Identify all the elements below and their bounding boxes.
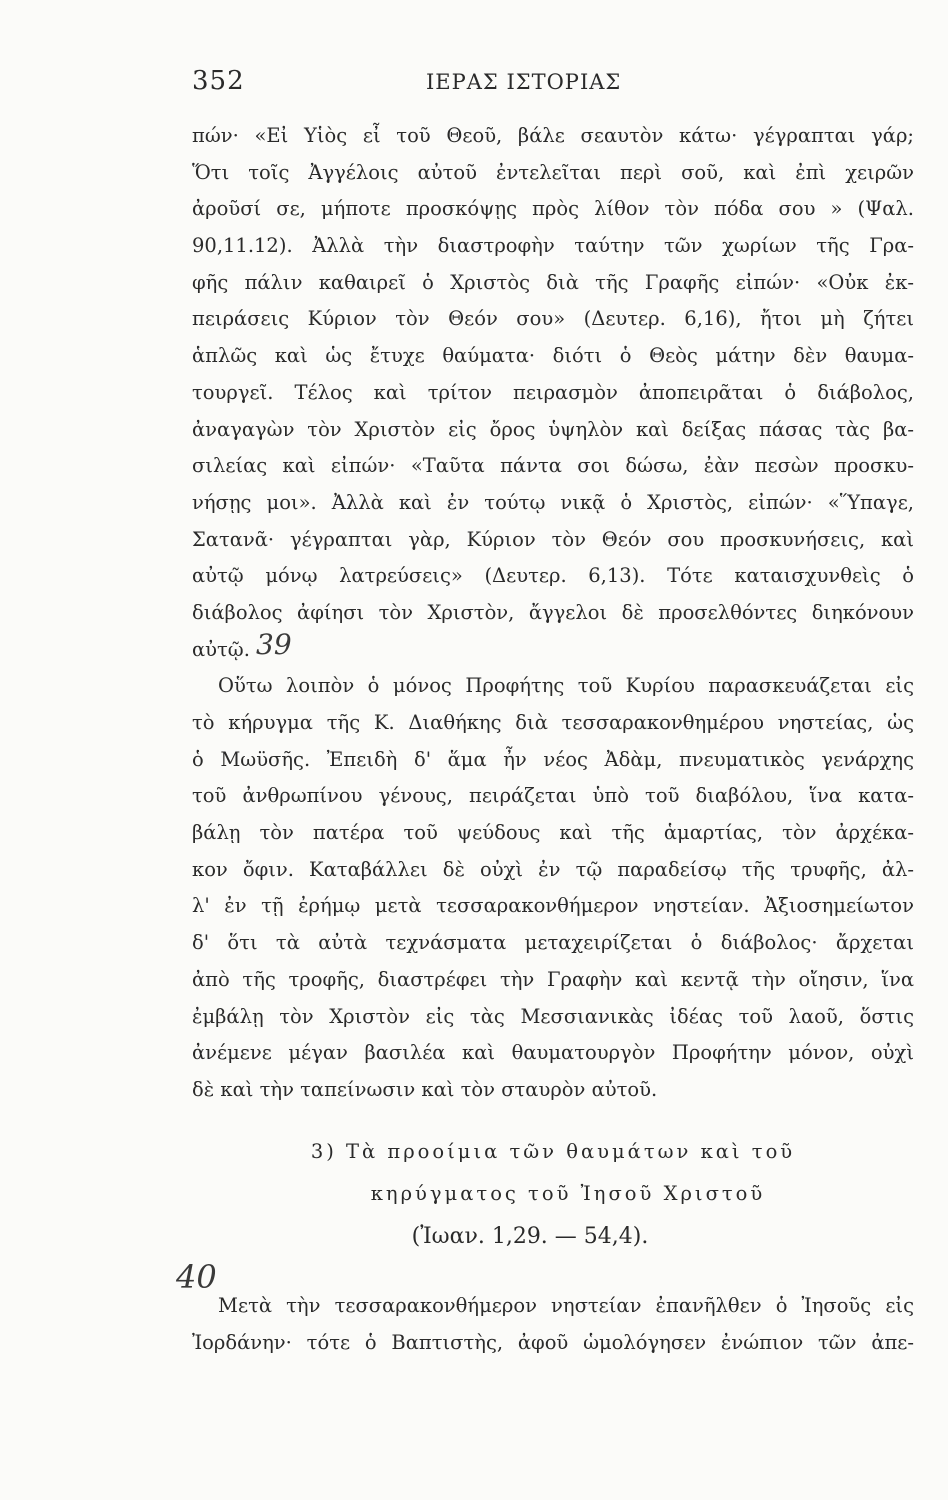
text-line: δ' ὅτι τὰ αὐτὰ τεχνάσματα μεταχειρίζεται ὁ διάβολος· ἄρχεται — [192, 931, 914, 955]
text-line: αὐτῷ μόνῳ λατρεύσεις» (Δευτερ. 6,13). Τότε καταισχυνθεὶς ὁ — [192, 564, 914, 588]
text-line: Μετὰ τὴν τεσσαρακονθήμερον νηστείαν ἐπανῆλθεν ὁ Ἰησοῦς εἰς — [218, 1294, 914, 1317]
text-line: ἁπλῶς καὶ ὡς ἔτυχε θαύματα· διότι ὁ Θεὸς μάτην δὲν θαυμα- — [192, 344, 914, 368]
section-heading-reference: (Ἰωαν. 1,29. — 54,4). — [411, 1224, 649, 1249]
text-line: βάλῃ τὸν πατέρα τοῦ ψεύδους καὶ τῆς ἁμαρτίας, τὸν ἀρχέκα- — [192, 821, 914, 845]
running-head: ΙΕΡΑΣ ΙΣΤΟΡΙΑΣ — [426, 70, 622, 94]
text-line: πειράσεις Κύριον τὸν Θεόν σου» (Δευτερ. 6,16), ἤτοι μὴ ζήτει — [192, 307, 914, 331]
text-line: κον ὄφιν. Καταβάλλει δὲ οὐχὶ ἐν τῷ παραδείσῳ τῆς τρυφῆς, ἀλ- — [192, 857, 914, 881]
text-line: σιλείας καὶ εἰπών· «Ταῦτα πάντα σοι δώσω, ἐὰν πεσὼν προσκυ- — [192, 454, 914, 478]
text-line: ἀναγαγὼν τὸν Χριστὸν εἰς ὄρος ὑψηλὸν καὶ δείξας πάσας τὰς βα- — [192, 417, 914, 441]
body-text-continuation — [192, 1288, 914, 1361]
body-text — [192, 118, 914, 1109]
text-line: 90,11.12). Ἀλλὰ τὴν διαστροφὴν ταύτην τῶν χωρίων τῆς Γρα- — [192, 234, 914, 258]
text-line: διάβολος ἀφίησι τὸν Χριστὸν, ἄγγελοι δὲ προσελθόντες διηκόνουν — [192, 600, 914, 624]
section-heading-line: 3) Τὰ προοίμια τῶν θαυμάτων καὶ τοῦ — [310, 1140, 796, 1163]
text-line: πών· «Εἰ Υἱὸς εἶ τοῦ Θεοῦ, βάλε σεαυτὸν κάτω· γέγραπται γάρ; — [192, 124, 914, 147]
handwritten-margin-note: 40 — [176, 1258, 217, 1296]
text-line: ἐμβάλῃ τὸν Χριστὸν εἰς τὰς Μεσσιανικὰς ἰδέας τοῦ λαοῦ, ὅστις — [192, 1004, 914, 1028]
text-line: φῆς πάλιν καθαιρεῖ ὁ Χριστὸς διὰ τῆς Γραφῆς εἰπών· «Οὐκ ἐκ- — [192, 270, 914, 294]
section-heading-line: κηρύγματος τοῦ Ἰησοῦ Χριστοῦ — [370, 1182, 766, 1205]
text-line: δὲ καὶ τὴν ταπείνωσιν καὶ τὸν σταυρὸν αὐτοῦ. — [192, 1077, 658, 1101]
text-line: Ἰορδάνην· τότε ὁ Βαπτιστὴς, ἀφοῦ ὡμολόγησεν ἐνώπιον τῶν ἀπε- — [192, 1330, 914, 1354]
text-line: ἀνέμενε μέγαν βασιλέα καὶ θαυματουργὸν Προφήτην μόνον, οὐχὶ — [192, 1041, 914, 1065]
text-line: τοῦ ἀνθρωπίνου γένους, πειράζεται ὑπὸ τοῦ διαβόλου, ἵνα κατα- — [192, 784, 914, 808]
handwritten-margin-note: 39 — [256, 628, 292, 661]
text-line: ἀροῦσί σε, μήποτε προσκόψῃς πρὸς λίθον τὸν πόδα σου » (Ψαλ. — [192, 197, 914, 221]
page-number: 352 — [192, 66, 245, 96]
text-line: ὁ Μωϋσῆς. Ἐπειδὴ δ' ἅμα ἦν νέος Ἀδὰμ, πνευματικὸς γενάρχης — [192, 747, 914, 771]
text-line: τὸ κήρυγμα τῆς Κ. Διαθήκης διὰ τεσσαρακονθημέρου νηστείας, ὡς — [192, 711, 914, 734]
text-line: αὐτῷ. — [192, 637, 250, 661]
text-line: Ὅτι τοῖς Ἀγγέλοις αὐτοῦ ἐντελεῖται περὶ σοῦ, καὶ ἐπὶ χειρῶν — [192, 160, 914, 184]
text-line: Οὕτω λοιπὸν ὁ μόνος Προφήτης τοῦ Κυρίου παρασκευάζεται εἰς — [218, 674, 914, 698]
text-line: Σατανᾶ· γέγραπται γὰρ, Κύριον τὸν Θεόν σου προσκυνήσεις, καὶ — [192, 527, 914, 551]
text-line: νήσῃς μοι». Ἀλλὰ καὶ ἐν τούτῳ νικᾷ ὁ Χριστὸς, εἰπών· «Ὕπαγε, — [192, 490, 914, 514]
text-line: τουργεῖ. Τέλος καὶ τρίτον πειρασμὸν ἀποπειρᾶται ὁ διάβολος, — [192, 380, 914, 404]
text-line: λ' ἐν τῇ ἐρήμῳ μετὰ τεσσαρακονθήμερον νηστείαν. Ἀξιοσημείωτον — [192, 894, 914, 918]
text-line: ἀπὸ τῆς τροφῆς, διαστρέφει τὴν Γραφὴν καὶ κεντᾷ τὴν οἴησιν, ἵνα — [192, 967, 914, 991]
